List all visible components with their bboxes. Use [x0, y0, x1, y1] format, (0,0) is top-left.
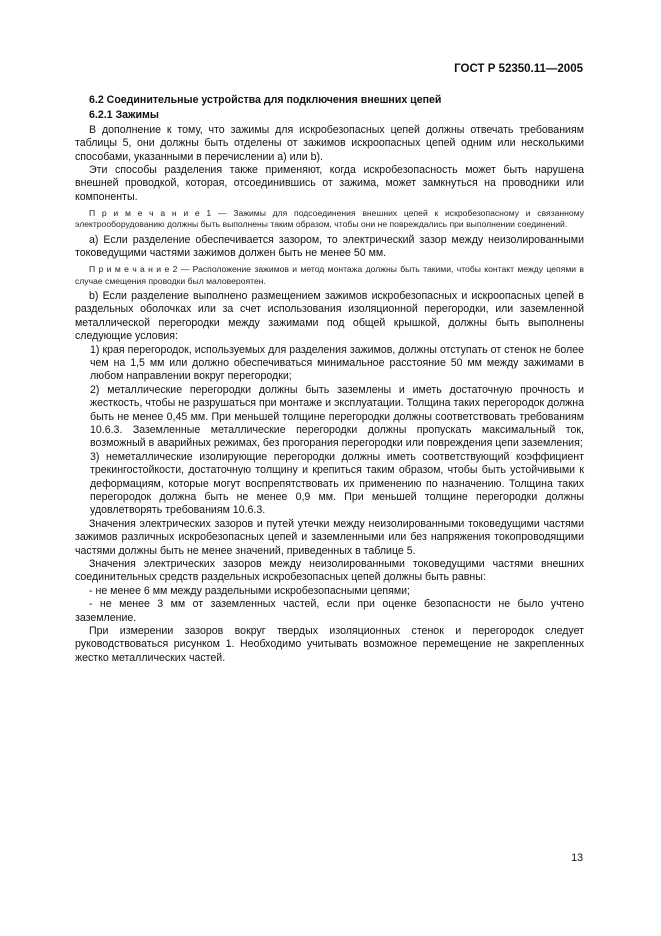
condition-2: 2) металлические перегородки должны быть заземлены и иметь достаточную прочность и жесткость, чтобы не разрушаться при монтаже и эксплуатации. Толщина таких перегородок должна быть не менее 0,45 мм. При меньшей толщине перегородки должны соответствовать требованиям 10.6.3. Заземленные металлические перегородки должны пропускать максимальный ток, возможный в аварийных режимах, без прогорания перегородки или повреждения цепи заземления; [90, 383, 584, 450]
note-2: П р и м е ч а н и е 2 — Расположение зажимов и метод монтажа должны быть такими, чтобы контакт между цепями в случае смещения проводки был маловероятен. [75, 264, 584, 286]
conditions-list [75, 344, 584, 518]
paragraph-5: При измерении зазоров вокруг твердых изоляционных стенок и перегородок следует руководствоваться рисунком 1. Необходимо учитывать возможное перемещение не закрепленных жестко металлических частей. [75, 625, 584, 664]
dash-item-2: - не менее 3 мм от заземленных частей, если при оценке безопасности не было учтено заземление. [75, 598, 584, 624]
section-title: 6.2 Соединительные устройства для подключения внешних цепей [89, 94, 442, 106]
page-number: 13 [571, 852, 583, 864]
paragraph-3: Значения электрических зазоров и путей утечки между неизолированными токоведущими частями зажимов различных искробезопасных цепей и заземленными или без напряжения токопроводящими частями должны быть не менее значений, приведенных в таблице 5. [75, 517, 584, 557]
paragraph-1: В дополнение к тому, что зажимы для искробезопасных цепей должны отвечать требованиям таблицы 5, они должны быть отделены от зажимов искроопасных цепей одним или несколькими способами, указанными в перечислении а) или b). [75, 123, 584, 163]
item-a: a) Если разделение обеспечивается зазором, то электрический зазор между неизолированными токоведущими частями зажимов должен быть не менее 50 мм. [75, 233, 584, 260]
condition-3: 3) неметаллические изолирующие перегородки должны иметь соответствующий коэффициент трекингостойкости, достаточную толщину и крепиться таким образом, чтобы быть устойчивыми к деформациям, которые могут воспрепятствовать их применению по назначению. Толщина таких перегородок должна быть не менее 0,9 мм. При меньшей толщине перегородки должны удовлетворять требованиям 10.6.3. [90, 450, 584, 517]
item-b: b) Если разделение выполнено размещением зажимов искробезопасных и искроопасных цепей в раздельных оболочках или за счет использования изоляционной перегородки, или заземленной металлической перегородки между зажимами под общей крышкой, должны быть выполнены следующие условия: [75, 289, 584, 343]
document-code-header: ГОСТ Р 52350.11—2005 [454, 63, 583, 75]
condition-1: 1) края перегородок, используемых для разделения зажимов, должны отступать от стенок не более чем на 1,5 мм или должно обеспечиваться минимальное расстояние 50 мм между зажимами в любом направлении вокруг перегородки; [90, 343, 584, 383]
main-content [75, 94, 584, 665]
subsection-title: 6.2.1 Зажимы [89, 109, 159, 122]
paragraph-2: Эти способы разделения также применяют, когда искробезопасность может быть нарушена внешней проводкой, которая, отсоединившись от зажима, может замкнуться на проводники или компоненты. [75, 164, 584, 203]
note-1: П р и м е ч а н и е 1 — Зажимы для подсоединения внешних цепей к искробезопасному и связанному электрооборудованию должны быть выполнены таким образом, чтобы они не повреждались при выполнении соединений. [75, 208, 584, 230]
paragraph-4: Значения электрических зазоров между неизолированными токоведущими частями внешних соединительных средств раздельных искробезопасных цепей должны быть равны: [75, 558, 584, 584]
dash-item-1: - не менее 6 мм между раздельными искробезопасными цепями; [89, 584, 410, 597]
